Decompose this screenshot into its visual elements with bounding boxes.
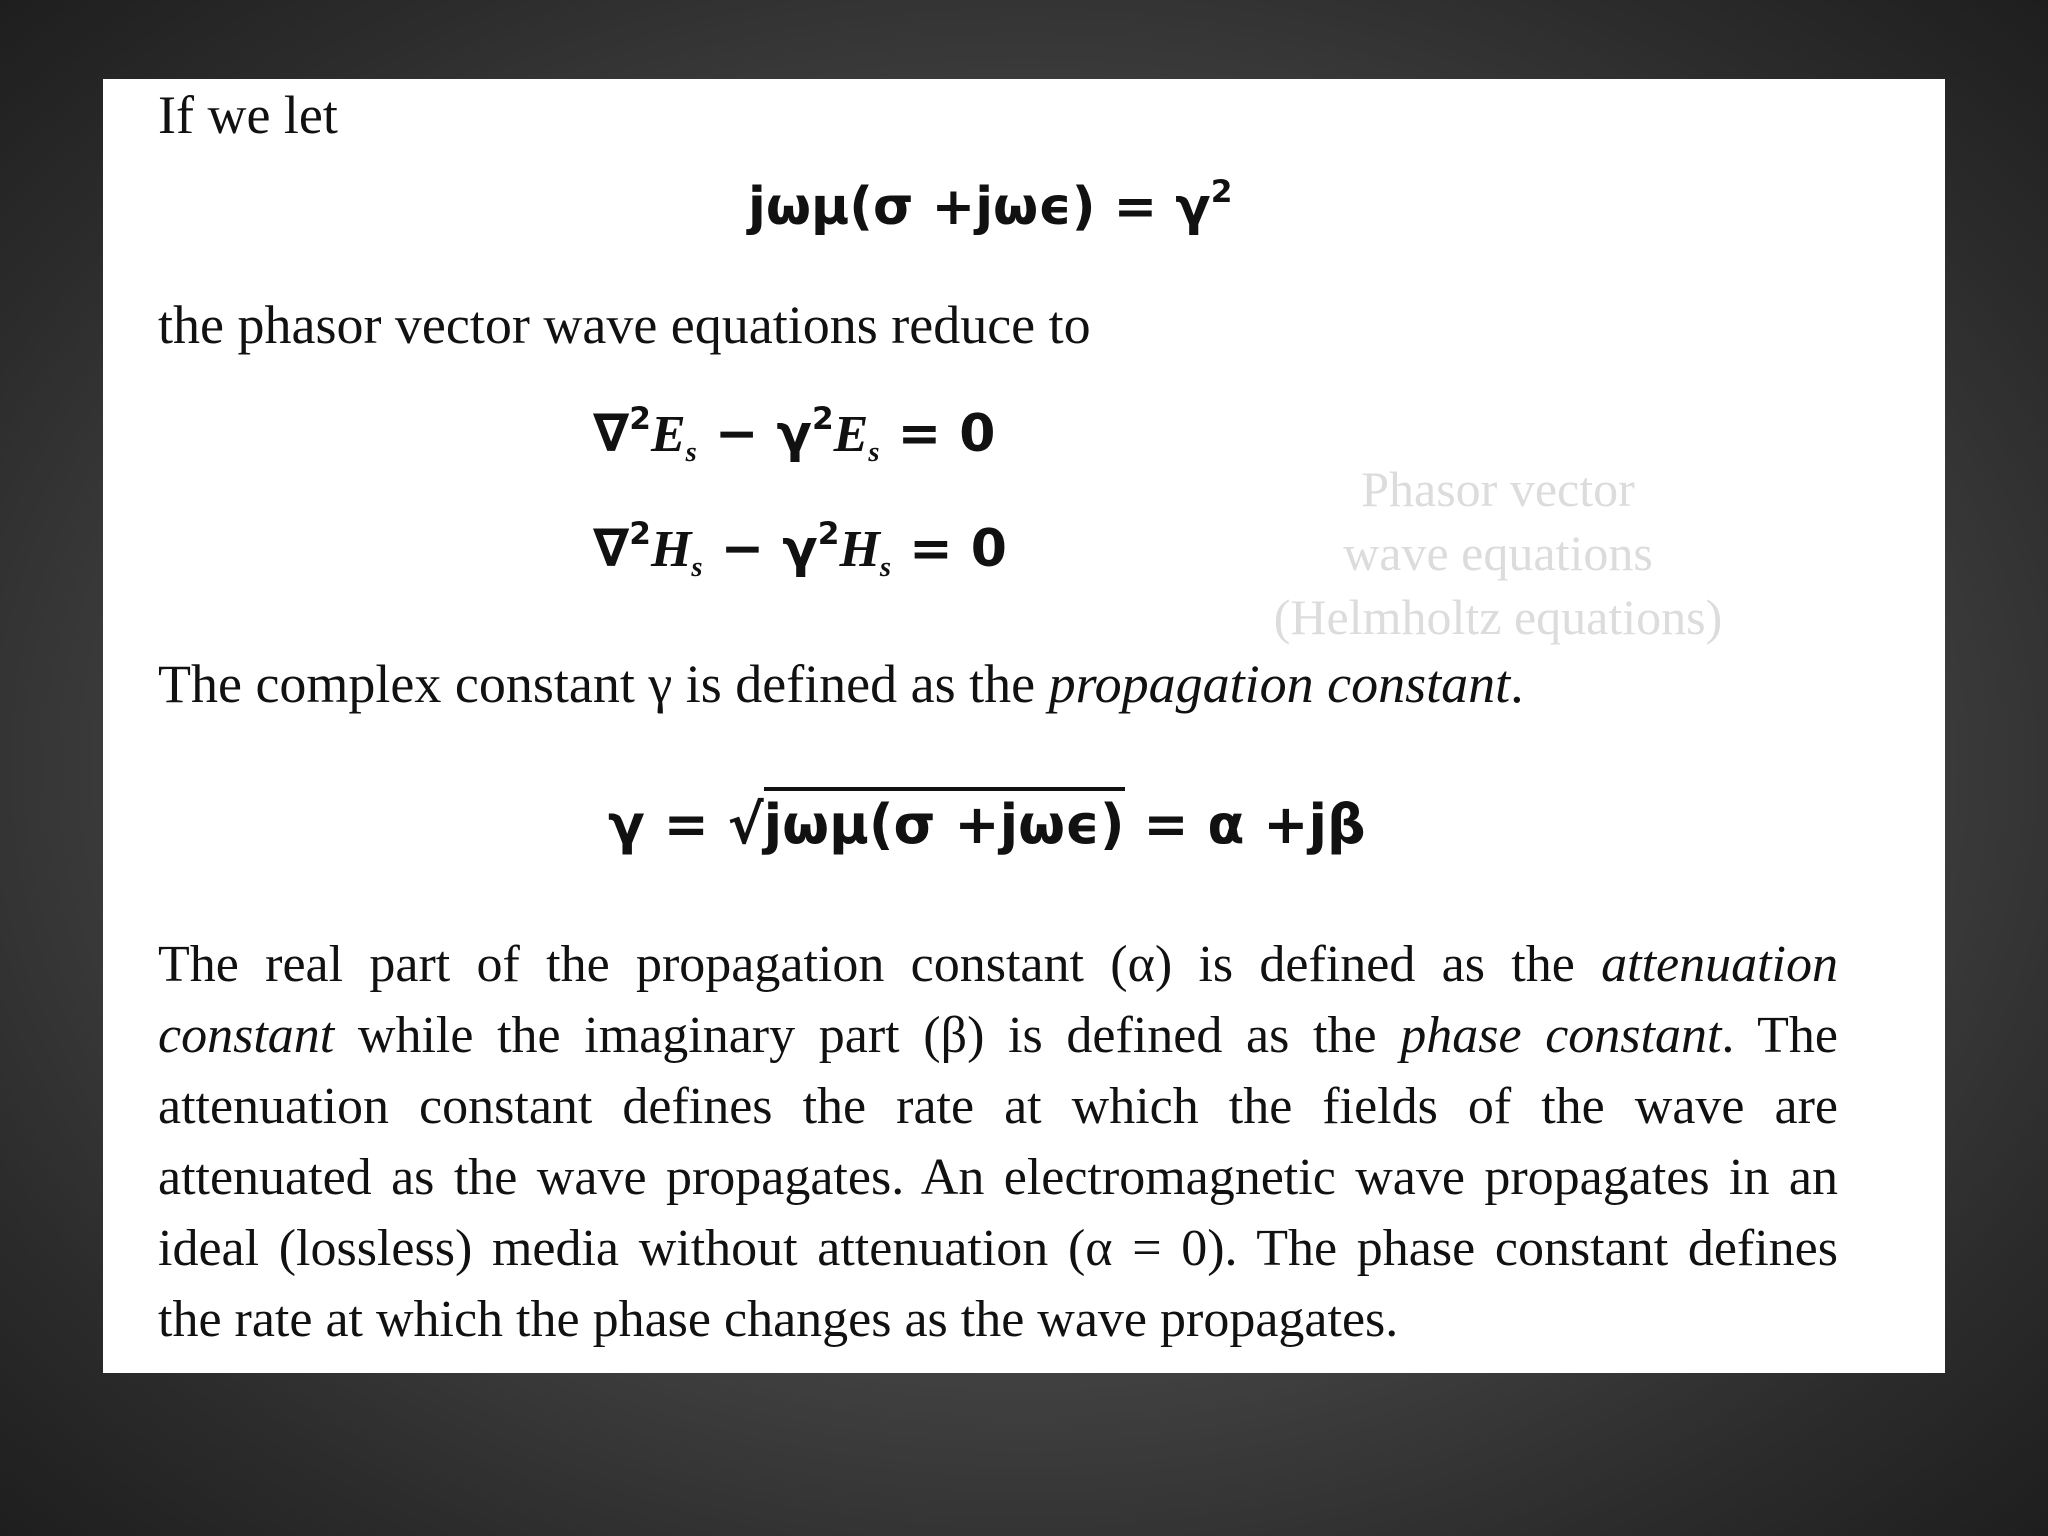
nabla-symbol: ∇: [593, 404, 630, 464]
let-equation-body: jωμ(σ +jωϵ) = γ: [748, 177, 1211, 237]
paragraph-part-2: while the imaginary part (β) is defined as the: [334, 1007, 1401, 1064]
complex-text-before: The complex constant γ is defined as the: [158, 654, 1049, 714]
slide-page: [103, 79, 1945, 1373]
complex-text-after: .: [1510, 654, 1524, 714]
gamma-exponent: 2: [817, 516, 840, 553]
h-field-subscript: s: [691, 552, 703, 583]
propagation-constant-sentence: [158, 654, 1524, 714]
e-field-subscript-2: s: [868, 437, 880, 468]
gamma-equation-lhs: γ = √: [608, 793, 764, 856]
propagation-constant-term: propagation constant: [1048, 654, 1511, 714]
attenuation-constant-term: attenuation constant: [158, 936, 1838, 1064]
let-equation-exponent: 2: [1210, 174, 1233, 211]
definition-paragraph: [158, 929, 1838, 1355]
e-field-symbol: E: [650, 406, 686, 463]
intro-text: If we let: [158, 85, 338, 145]
wave-equation-h: [593, 516, 1007, 583]
wave-equation-e: [593, 401, 996, 468]
h-field-subscript-2: s: [879, 552, 892, 583]
h-field-symbol-2: H: [839, 521, 880, 578]
helmholtz-watermark: [1218, 457, 1778, 649]
watermark-line-3: (Helmholtz equations): [1273, 589, 1723, 645]
paragraph-part-1: The real part of the propagation constant (α) is defined as the: [158, 936, 1602, 993]
e-field-subscript: s: [685, 437, 697, 468]
gamma-term: − γ: [696, 404, 812, 464]
nabla-exponent: 2: [629, 516, 651, 553]
gamma-exponent: 2: [811, 401, 834, 438]
nabla-symbol: ∇: [593, 519, 630, 579]
gamma-term: − γ: [702, 519, 818, 579]
watermark-line-2: wave equations: [1343, 525, 1653, 581]
let-equation: [748, 174, 1233, 237]
reduce-text: the phasor vector wave equations reduce to: [158, 295, 1091, 355]
gamma-equation-rhs: = α +jβ: [1124, 793, 1366, 856]
e-field-symbol-2: E: [833, 406, 869, 463]
phase-constant-term: phase constant: [1400, 1007, 1722, 1064]
equals-zero: = 0: [891, 519, 1007, 579]
equals-zero: = 0: [879, 404, 996, 464]
nabla-exponent: 2: [629, 401, 651, 438]
paragraph-part-3: . The attenuation constant defines the rate at which the fields of the wave are attenuated as the wave propagates. An electromagnetic wave propagates in an ideal (lossless) media without attenuation (α = 0). The phase constant defines the rate at which the phase changes as the wave propagates.: [158, 1007, 1838, 1348]
h-field-symbol: H: [650, 521, 692, 578]
gamma-equation-radicand: jωμ(σ +jωϵ): [764, 787, 1125, 856]
gamma-equation: [608, 793, 1366, 856]
watermark-line-1: Phasor vector: [1361, 461, 1635, 517]
